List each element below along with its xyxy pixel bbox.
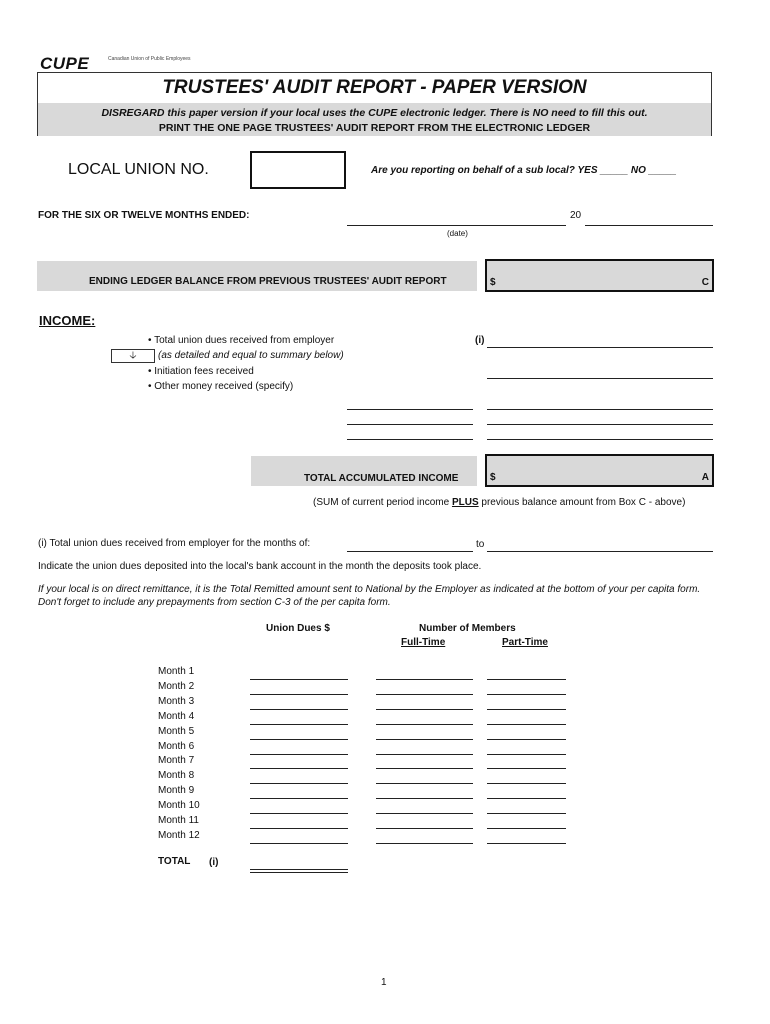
- parttime-field[interactable]: [487, 679, 566, 680]
- month-label: Month 11: [158, 815, 199, 826]
- fulltime-field[interactable]: [376, 798, 473, 799]
- other-amount-field-1[interactable]: [487, 409, 713, 410]
- period-year-field[interactable]: [585, 225, 713, 226]
- page-title: TRUSTEES' AUDIT REPORT - PAPER VERSION: [162, 77, 587, 98]
- dues-field[interactable]: [250, 694, 348, 695]
- sum-note-post: previous balance amount from Box C - above): [478, 497, 686, 508]
- parttime-field[interactable]: [487, 813, 566, 814]
- fulltime-field[interactable]: [376, 813, 473, 814]
- disregard-notice: DISREGARD this paper version if your local uses the CUPE electronic ledger. There is NO need to fill this out.: [101, 107, 648, 119]
- other-amount-field-3[interactable]: [487, 439, 713, 440]
- dues-field[interactable]: [250, 724, 348, 725]
- other-description-field-2[interactable]: [347, 424, 473, 425]
- fulltime-field[interactable]: [376, 768, 473, 769]
- local-union-number-field[interactable]: [250, 151, 346, 189]
- fulltime-field[interactable]: [376, 679, 473, 680]
- month-label: Month 7: [158, 755, 195, 766]
- logo-wordmark: CUPE: [40, 54, 90, 73]
- dues-field[interactable]: [250, 679, 348, 680]
- dues-i-mark: (i): [475, 335, 485, 346]
- period-date-field[interactable]: [347, 225, 566, 226]
- box-a-dollar: $: [490, 472, 496, 483]
- month-label: Month 8: [158, 770, 195, 781]
- dues-field[interactable]: [250, 783, 348, 784]
- ledger-balance-label: ENDING LEDGER BALANCE FROM PREVIOUS TRUSTEES' AUDIT REPORT: [89, 276, 447, 287]
- parttime-field[interactable]: [487, 694, 566, 695]
- parttime-header: Part-Time: [502, 637, 548, 648]
- sum-note-pre: (SUM of current period income: [313, 497, 452, 508]
- parttime-field[interactable]: [487, 828, 566, 829]
- to-label: to: [476, 539, 485, 550]
- other-description-field-1[interactable]: [347, 409, 473, 410]
- dues-field[interactable]: [250, 798, 348, 799]
- income-item-dues: • Total union dues received from employer: [148, 335, 335, 346]
- income-item-other: • Other money received (specify): [148, 381, 294, 392]
- table-total-i-mark: (i): [209, 857, 219, 868]
- box-c-field[interactable]: [485, 259, 714, 292]
- arrow-down-icon: 🡣: [111, 349, 155, 363]
- dues-field[interactable]: [250, 739, 348, 740]
- income-item-initiation: • Initiation fees received: [148, 366, 254, 377]
- indicate-instruction: Indicate the union dues deposited into the local's bank account in the month the deposits took place.: [38, 561, 482, 572]
- dues-field[interactable]: [250, 768, 348, 769]
- fulltime-field[interactable]: [376, 694, 473, 695]
- months-of-label: (i) Total union dues received from employer for the months of:: [38, 538, 311, 549]
- fulltime-field[interactable]: [376, 739, 473, 740]
- parttime-field[interactable]: [487, 843, 566, 844]
- parttime-field[interactable]: [487, 768, 566, 769]
- fulltime-header: Full-Time: [401, 637, 446, 648]
- members-header: Number of Members: [419, 623, 516, 634]
- month-label: Month 10: [158, 800, 200, 811]
- year-prefix: 20: [570, 210, 582, 221]
- box-c-letter: C: [701, 277, 709, 288]
- parttime-field[interactable]: [487, 724, 566, 725]
- dues-field[interactable]: [250, 828, 348, 829]
- dues-field[interactable]: [250, 754, 348, 755]
- logo-subtitle: Canadian Union of Public Employees: [108, 56, 191, 62]
- dues-field[interactable]: [250, 843, 348, 844]
- other-description-field-3[interactable]: [347, 439, 473, 440]
- income-heading: INCOME:: [39, 313, 96, 328]
- parttime-field[interactable]: [487, 709, 566, 710]
- months-from-field[interactable]: [347, 551, 473, 552]
- month-label: Month 6: [158, 741, 195, 752]
- months-to-field[interactable]: [487, 551, 713, 552]
- total-income-label: TOTAL ACCUMULATED INCOME: [304, 473, 459, 484]
- box-c-dollar: $: [490, 277, 496, 288]
- parttime-field[interactable]: [487, 783, 566, 784]
- month-label: Month 9: [158, 785, 195, 796]
- fulltime-field[interactable]: [376, 754, 473, 755]
- fulltime-field[interactable]: [376, 843, 473, 844]
- date-caption: (date): [447, 229, 468, 238]
- initiation-amount-field[interactable]: [487, 378, 713, 379]
- dues-field[interactable]: [250, 709, 348, 710]
- month-label: Month 2: [158, 681, 195, 692]
- fulltime-field[interactable]: [376, 828, 473, 829]
- table-total-label: TOTAL: [158, 856, 191, 867]
- month-label: Month 12: [158, 830, 200, 841]
- total-dues-field[interactable]: [250, 869, 348, 873]
- title-box: [37, 72, 712, 136]
- other-amount-field-2[interactable]: [487, 424, 713, 425]
- sub-local-question: Are you reporting on behalf of a sub local? YES _____ NO _____: [371, 165, 677, 176]
- local-union-label: LOCAL UNION NO.: [68, 161, 209, 178]
- page-number: 1: [381, 977, 387, 988]
- month-label: Month 3: [158, 696, 195, 707]
- dues-amount-field[interactable]: [487, 347, 713, 348]
- parttime-field[interactable]: [487, 754, 566, 755]
- period-label: FOR THE SIX OR TWELVE MONTHS ENDED:: [38, 210, 250, 221]
- fulltime-field[interactable]: [376, 709, 473, 710]
- fulltime-field[interactable]: [376, 783, 473, 784]
- box-a-field[interactable]: [485, 454, 714, 487]
- union-dues-header: Union Dues $: [266, 623, 330, 634]
- income-item-dues-note: (as detailed and equal to summary below): [158, 350, 344, 361]
- month-label: Month 5: [158, 726, 195, 737]
- sum-note-plus: PLUS: [451, 497, 479, 508]
- parttime-field[interactable]: [487, 798, 566, 799]
- dues-field[interactable]: [250, 813, 348, 814]
- sum-note: [313, 497, 685, 508]
- direct-remittance-note: If your local is on direct remittance, it is the Total Remitted amount sent to National by the Employer as indicated at the bottom of your per capita form. Don't forget to include any prepayments from section C-3 of the per capita form.: [38, 584, 701, 608]
- notice-band: [38, 103, 711, 136]
- box-a-letter: A: [701, 472, 709, 483]
- fulltime-field[interactable]: [376, 724, 473, 725]
- month-label: Month 1: [158, 666, 195, 677]
- month-label: Month 4: [158, 711, 195, 722]
- print-notice: PRINT THE ONE PAGE TRUSTEES' AUDIT REPORT FROM THE ELECTRONIC LEDGER: [158, 122, 591, 134]
- parttime-field[interactable]: [487, 739, 566, 740]
